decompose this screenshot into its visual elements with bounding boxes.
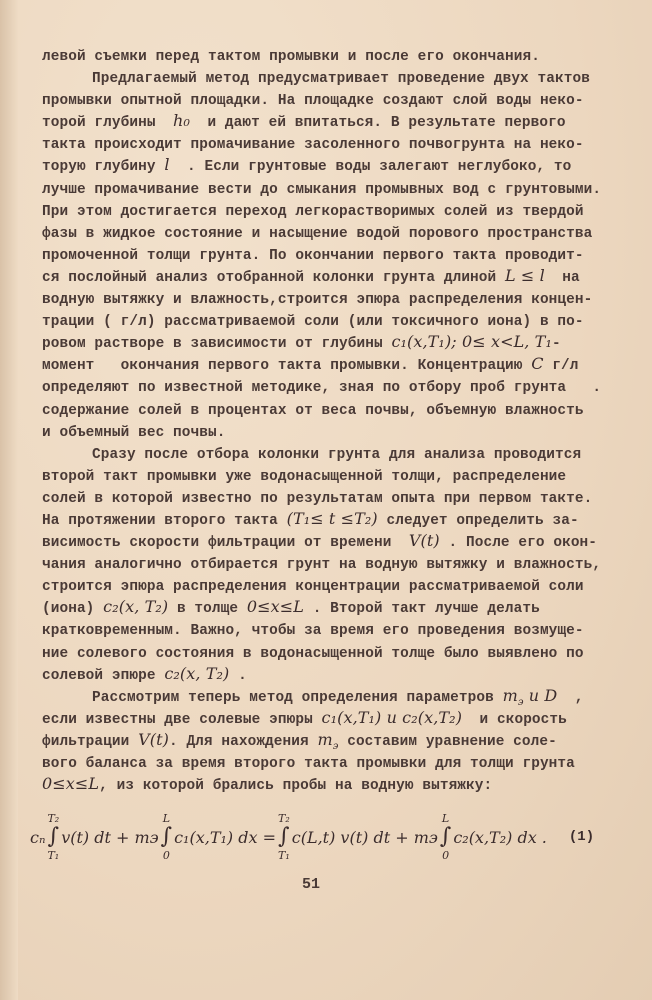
integral bbox=[278, 812, 290, 862]
text-segment bbox=[338, 734, 556, 750]
text-segment bbox=[42, 358, 531, 374]
segment-text: c₁(x,T₁); 0≤ x<L, T₁ bbox=[391, 332, 552, 352]
text-segment bbox=[99, 778, 492, 794]
text-segment bbox=[42, 557, 601, 573]
math-expression bbox=[164, 664, 229, 683]
integral-upper-limit: L bbox=[441, 812, 450, 825]
text-segment bbox=[42, 668, 164, 684]
text-line bbox=[42, 510, 642, 532]
segment-text: 0≤x≤L bbox=[42, 774, 100, 794]
text-segment bbox=[42, 270, 505, 286]
segment-text: Сразу после отбора колонки грунта для анализа проводится bbox=[92, 446, 582, 463]
segment-text: - bbox=[551, 336, 561, 353]
text-segment bbox=[42, 137, 584, 153]
segment-text: промывки опытной площадки. На площадке создают слой воды неко- bbox=[42, 93, 584, 110]
text-line bbox=[42, 311, 642, 333]
integral-lower-limit: 0 bbox=[442, 849, 450, 862]
text-segment bbox=[42, 535, 409, 551]
text-segment bbox=[42, 336, 391, 352]
integral bbox=[161, 812, 172, 862]
text-segment bbox=[42, 734, 138, 750]
text-line bbox=[42, 267, 642, 289]
segment-text: и объемный вес почвы. bbox=[42, 424, 226, 441]
segment-text: ровом растворе в зависимости от глубины bbox=[42, 336, 392, 353]
text-line bbox=[42, 422, 642, 444]
text-segment bbox=[42, 579, 584, 595]
segment-text: 0≤x≤L bbox=[246, 597, 304, 617]
integral-sign-icon: ∫ bbox=[160, 824, 173, 849]
segment-text: (T₁≤ t ≤T₂) bbox=[286, 508, 378, 528]
text-segment bbox=[42, 314, 584, 330]
math-expression bbox=[287, 509, 378, 528]
text-line bbox=[42, 201, 642, 223]
segment-text: ние солевого состояния в водонасыщенной толще было выявлено по bbox=[42, 645, 584, 662]
segment-text: и скорость bbox=[462, 711, 567, 728]
text-line bbox=[42, 753, 642, 775]
text-line bbox=[42, 90, 642, 112]
segment-text: . Для нахождения bbox=[168, 733, 318, 750]
text-segment bbox=[42, 712, 322, 728]
math-expression bbox=[42, 774, 99, 793]
text-segment bbox=[169, 734, 318, 750]
segment-text: V(t) bbox=[408, 531, 440, 551]
segment-text: трации ( г/л) рассматриваемой соли (или токсичного иона) в по- bbox=[42, 314, 584, 331]
text-segment bbox=[42, 646, 584, 662]
text-line bbox=[42, 687, 642, 709]
text-segment bbox=[170, 159, 572, 175]
text-line bbox=[42, 576, 642, 598]
equation-row bbox=[30, 812, 547, 862]
text-segment bbox=[42, 425, 225, 441]
segment-text: , bbox=[557, 689, 584, 706]
segment-text: и D bbox=[523, 685, 558, 705]
segment-text: определяют по известной методике, зная по отбору проб грунта . bbox=[42, 380, 602, 397]
eq-term: c₁(x,T₁) dx = bbox=[174, 827, 276, 847]
text-segment bbox=[42, 115, 173, 131]
page-number: 51 bbox=[302, 876, 321, 893]
segment-text: солей в которой известно по результатам опыта при первом такте. bbox=[42, 490, 593, 507]
math-expression bbox=[173, 111, 190, 130]
segment-text: c₂(x, T₂) bbox=[164, 663, 230, 683]
text-line bbox=[42, 731, 642, 753]
text-segment bbox=[92, 447, 581, 463]
segment-text: фазы в жидкое состояние и насыщение водой порового пространства bbox=[42, 225, 593, 242]
text-segment bbox=[42, 623, 584, 639]
math-expression bbox=[103, 597, 168, 616]
segment-text: следует определить за- bbox=[377, 512, 579, 529]
segment-text: солевой эпюре bbox=[42, 667, 165, 684]
integral-lower-limit: T₁ bbox=[47, 849, 60, 862]
integral-upper-limit: L bbox=[162, 812, 171, 825]
text-segment bbox=[557, 690, 583, 706]
math-expression bbox=[322, 708, 463, 727]
text-line bbox=[42, 46, 642, 68]
integral-lower-limit: 0 bbox=[162, 849, 170, 862]
math-subscript: э bbox=[332, 741, 339, 753]
text-segment bbox=[42, 601, 103, 617]
math-expression bbox=[502, 685, 524, 708]
text-segment bbox=[42, 756, 575, 772]
segment-text: фильтрации bbox=[42, 733, 139, 750]
eq-term: c₂(x,T₂) dx . bbox=[453, 827, 547, 847]
segment-text: торой глубины bbox=[42, 115, 174, 132]
segment-text: L ≤ l bbox=[505, 265, 545, 285]
segment-text: m bbox=[317, 729, 333, 749]
text-line bbox=[42, 156, 642, 178]
text-segment bbox=[42, 469, 566, 485]
integral-sign-icon: ∫ bbox=[278, 824, 290, 849]
segment-text: торую глубину bbox=[42, 159, 165, 176]
text-segment bbox=[42, 380, 601, 396]
eq-term: cₙ bbox=[30, 827, 46, 847]
integral-upper-limit: T₂ bbox=[47, 812, 60, 825]
text-line bbox=[42, 179, 642, 201]
segment-text: на bbox=[544, 269, 580, 286]
text-segment bbox=[304, 601, 540, 617]
segment-text: если известны две солевые эпюры bbox=[42, 711, 322, 728]
segment-text: лучше промачивание вести до смыкания промывных вод с грунтовыми. bbox=[42, 181, 602, 198]
text-segment bbox=[92, 71, 590, 87]
segment-text: c₁(x,T₁) и c₂(x,T₂) bbox=[321, 707, 463, 727]
text-line bbox=[42, 620, 642, 642]
segment-text: второй такт промывки уже водонасыщенной толщи, распределение bbox=[42, 468, 567, 485]
segment-text: чания аналогично отбирается грунт на водную вытяжку и влажность, bbox=[42, 557, 602, 574]
text-line bbox=[42, 289, 642, 311]
segment-text: вого баланса за время второго такта промывки для толщи грунта bbox=[42, 756, 575, 772]
text-line bbox=[42, 112, 642, 134]
segment-text: левой съемки перед тактом промывки и после его окончания. bbox=[42, 49, 540, 65]
text-segment bbox=[462, 712, 567, 728]
math-expression bbox=[247, 597, 304, 616]
text-segment bbox=[42, 491, 592, 507]
text-line bbox=[42, 532, 642, 554]
segment-text: . Второй такт лучше делать bbox=[303, 601, 540, 618]
text-segment bbox=[42, 204, 584, 220]
math-expression bbox=[138, 730, 169, 749]
text-segment bbox=[378, 513, 579, 529]
text-line bbox=[42, 643, 642, 665]
integral-sign-icon: ∫ bbox=[47, 824, 60, 849]
segment-text: содержание солей в процентах от веса почвы, объемную влажность bbox=[42, 402, 584, 419]
segment-text: ся послойный анализ отобранной колонки грунта длиной bbox=[42, 269, 505, 286]
segment-text: V(t) bbox=[138, 729, 169, 749]
text-line bbox=[42, 665, 642, 687]
integral-sign-icon: ∫ bbox=[439, 824, 452, 849]
text-line bbox=[42, 598, 642, 620]
text-segment bbox=[42, 403, 584, 419]
text-segment bbox=[190, 115, 566, 131]
text-line bbox=[42, 488, 642, 510]
integral bbox=[47, 812, 59, 862]
segment-text: l bbox=[164, 155, 170, 175]
segment-text: m bbox=[502, 685, 518, 705]
segment-text: , из которой брались пробы на водную вытяжку: bbox=[99, 778, 493, 795]
segment-text: и дают ей впитаться. В результате первого bbox=[189, 115, 566, 132]
text-line bbox=[42, 466, 642, 488]
eq-term: v(t) dt + mэ bbox=[61, 827, 159, 847]
text-line bbox=[42, 400, 642, 422]
text-segment bbox=[42, 182, 601, 198]
math-expression bbox=[391, 332, 552, 351]
text-line bbox=[42, 554, 642, 576]
text-segment bbox=[42, 159, 164, 175]
segment-text: . После его окон- bbox=[439, 535, 598, 552]
text-line bbox=[42, 355, 642, 377]
text-line bbox=[42, 245, 642, 267]
segment-text: На протяжении второго такта bbox=[42, 512, 287, 529]
math-expression bbox=[531, 354, 543, 373]
segment-text: . Если грунтовые воды залегают неглубоко, то bbox=[169, 159, 572, 176]
text-segment bbox=[42, 49, 540, 65]
segment-text: висимость скорости фильтрации от времени bbox=[42, 535, 409, 552]
text-line bbox=[42, 134, 642, 156]
segment-text: строится эпюра распределения концентрации рассматриваемой соли bbox=[42, 579, 584, 596]
text-segment bbox=[42, 226, 592, 242]
segment-text: . bbox=[229, 667, 247, 684]
segment-text: промоченной толщи грунта. По окончании первого такта проводит- bbox=[42, 247, 584, 264]
text-line bbox=[42, 775, 642, 797]
equation-number: (1) bbox=[568, 829, 595, 845]
segment-text: h₀ bbox=[173, 111, 190, 131]
segment-text: При этом достигается переход легкорастворимых солей из твердой bbox=[42, 203, 584, 220]
document-body bbox=[42, 46, 642, 797]
text-line bbox=[42, 68, 642, 90]
eq-term: c(L,t) v(t) dt + mэ bbox=[291, 827, 438, 847]
text-segment bbox=[92, 690, 503, 706]
text-segment bbox=[42, 292, 592, 308]
segment-text: момент окончания первого такта промывки. Концентрацию bbox=[42, 358, 532, 375]
math-expression bbox=[317, 729, 339, 753]
text-line bbox=[42, 377, 642, 399]
text-segment bbox=[42, 513, 287, 529]
equation-1 bbox=[30, 806, 640, 868]
text-segment bbox=[168, 601, 247, 617]
segment-text: C bbox=[531, 354, 544, 374]
math-expression bbox=[409, 531, 440, 550]
math-expression bbox=[524, 686, 558, 705]
segment-text: такта происходит промачивание засоленного почвогрунта на неко- bbox=[42, 137, 584, 154]
integral bbox=[440, 812, 451, 862]
text-segment bbox=[545, 270, 580, 286]
integral-lower-limit: T₁ bbox=[278, 849, 290, 862]
math-expression bbox=[505, 266, 545, 285]
segment-text: водную вытяжку и влажность,строится эпюра распределения концен- bbox=[42, 292, 593, 309]
text-segment bbox=[544, 358, 579, 374]
segment-text: кратковременным. Важно, чтобы за время его проведения возмуще- bbox=[42, 623, 584, 640]
math-subscript: э bbox=[517, 696, 524, 708]
text-line bbox=[42, 223, 642, 245]
text-line bbox=[42, 444, 642, 466]
segment-text: в толще bbox=[168, 601, 247, 618]
text-segment bbox=[440, 535, 597, 551]
segment-text: (иона) bbox=[42, 601, 104, 618]
text-segment bbox=[42, 248, 584, 264]
text-segment bbox=[42, 93, 584, 109]
text-segment bbox=[229, 668, 246, 684]
segment-text: Рассмотрим теперь метод определения параметров bbox=[92, 689, 503, 706]
segment-text: Предлагаемый метод предусматривает проведение двух тактов bbox=[92, 71, 590, 88]
page-edge-shadow bbox=[0, 0, 18, 1000]
text-segment bbox=[552, 336, 561, 352]
text-line bbox=[42, 333, 642, 355]
segment-text: г/л bbox=[543, 358, 579, 375]
integral-upper-limit: T₂ bbox=[278, 812, 290, 825]
segment-text: c₂(x, T₂) bbox=[103, 597, 169, 617]
segment-text: составим уравнение соле- bbox=[338, 733, 557, 750]
text-line bbox=[42, 709, 642, 731]
